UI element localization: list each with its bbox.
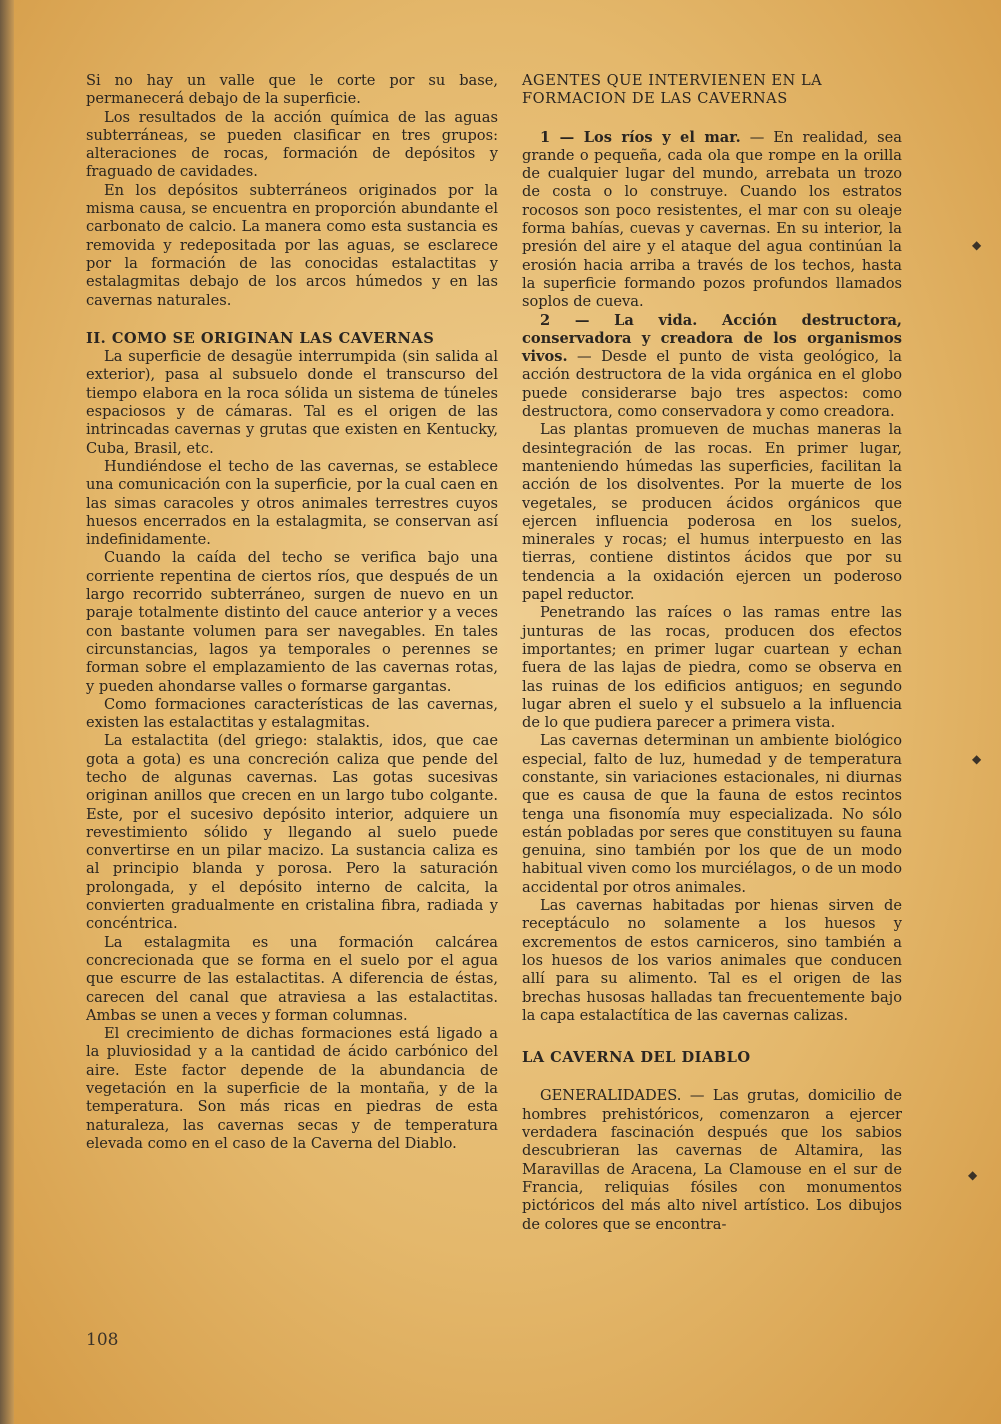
paragraph-text: — En realidad, sea grande o pequeña, cada ola que rompe en la orilla de cualquier lugar del mundo, arrebata un trozo de costa o lo construye. Cuando los estratos rocosos son poco resistentes, el mar con su oleaje forma bahías, cuevas y cavernas. En su interior, la presión del aire y el ataque del agua continúan la erosión hacia arriba a través de los techos, hasta la superficie formando pozos profundos llamados soplos de cueva.: [522, 128, 902, 311]
page-edge: [0, 0, 14, 1424]
paragraph: GENERALIDADES. — Las grutas, domicilio de hombres prehistóricos, comenzaron a ejercer verdadera fascinación después que los sabios descubrieran las cavernas de Altamira, las Maravillas de Aracena, La Clamouse en el sur de Francia, reliquias fósiles con monumentos pictóricos del más alto nivel artístico. Los dibujos de colores que se encontra-: [522, 1087, 902, 1233]
section-heading: LA CAVERNA DEL DIABLO: [522, 1049, 751, 1067]
paragraph: Como formaciones características de las cavernas, existen las estalactitas y estalagmitas.: [86, 695, 498, 732]
page-number: 108: [86, 1330, 119, 1350]
right-column: [522, 72, 902, 1234]
paragraph: Las cavernas habitadas por hienas sirven de receptáculo no solamente a los huesos y excrementos de estos carniceros, sino también a los huesos de los varios animales que conducen allí para su alimento. Tal es el origen de las brechas husosas halladas tan frecuentemente bajo la capa estalactítica de las cavernas calizas.: [522, 897, 902, 1024]
paragraph: Los resultados de la acción química de las aguas subterráneas, se pueden clasificar en tres grupos: alteraciones de rocas, formación de depósitos y fraguado de cavidades.: [86, 108, 498, 181]
paragraph-text: — Desde el punto de vista geológico, la acción destructora de la vida orgánica en el globo puede considerarse bajo tres aspectos: como destructora, como conservadora y como creadora.: [522, 348, 902, 421]
paragraph: Si no hay un valle que le corte por su base, permanecerá debajo de la superficie.: [86, 72, 498, 108]
paragraph-lead: 1 — Los ríos y el mar.: [540, 128, 741, 146]
paragraph: [522, 312, 902, 422]
paragraph: Las cavernas determinan un ambiente biológico especial, falto de luz, humedad y de temperatura constante, sin variaciones estacionales, ni diurnas que es causa de que la fauna de estos recintos tenga una fisonomía muy especializada. No sólo están pobladas por seres que constituyen su fauna genuina, sino también por los que de un modo habitual viven como los murciélagos, o de un modo accidental por otros animales.: [522, 732, 902, 896]
section-heading: II. COMO SE ORIGINAN LAS CAVERNAS: [86, 329, 435, 347]
paragraph: Penetrando las raíces o las ramas entre las junturas de las rocas, producen dos efectos importantes; en primer lugar cuartean y echan fuera de las lajas de piedra, como se observa en las ruinas de los edificios antiguos; en segundo lugar abren el suelo y el subsuelo a la influencia de lo que pudiera parecer a primera vista.: [522, 604, 902, 732]
binding-hole-mark: ◆: [968, 1168, 978, 1182]
left-column: [86, 72, 498, 1153]
section-heading: AGENTES QUE INTERVIENEN EN LA FORMACION DE LAS CAVERNAS: [522, 72, 823, 108]
paragraph: El crecimiento de dichas formaciones está ligado a la pluviosidad y a la cantidad de ácido carbónico del aire. Este factor depende de la abundancia de vegetación en la superficie de la montaña, y de la temperatura. Son más ricas en piedras de esta naturaleza, las cavernas secas y de temperatura elevada como en el caso de la Caverna del Diablo.: [86, 1025, 498, 1152]
binding-hole-mark: ◆: [972, 752, 982, 766]
paragraph: Hundiéndose el techo de las cavernas, se establece una comunicación con la superficie, por la cual caen en las simas caracoles y otros animales terrestres cuyos huesos encerrados en la estalagmita, se conservan así indefinidamente.: [86, 457, 498, 549]
binding-hole-mark: ◆: [972, 238, 982, 252]
paragraph: Las plantas promueven de muchas maneras la desintegración de las rocas. En primer lugar, manteniendo húmedas las superficies, facilitan la acción de los disolventes. Por la muerte de los vegetales, se producen ácidos orgánicos que ejercen influencia poderosa en los suelos, minerales y rocas; el humus interpuesto en las tierras, contiene distintos ácidos que por su tendencia a la oxidación ejercen un poderoso papel reductor.: [522, 421, 902, 604]
paragraph: La estalactita (del griego: stalaktis, idos, que cae gota a gota) es una concreción caliza que pende del techo de algunas cavernas. Las gotas sucesivas originan anillos que crecen en un largo tubo colgante. Este, por el sucesivo depósito interior, adquiere un revestimiento sólido y llegando al suelo puede convertirse en un pilar macizo. La sustancia caliza es al principio blanda y porosa. Pero la saturación prolongada, y el depósito interno de calcita, la convierten gradualmente en cristalina fibra, radiada y concéntrica.: [86, 732, 498, 933]
paragraph-lead: 2 — La vida. Acción destructora, conservadora y creadora de los organismos vivos.: [522, 311, 902, 366]
paragraph: En los depósitos subterráneos originados por la misma causa, se encuentra en proporción abundante el carbonato de calcio. La manera como esta sustancia es removida y redepositada por las aguas, se esclarece por la formación de las conocidas estalactitas y estalagmitas debajo de los arcos húmedos y en las cavernas naturales.: [86, 181, 498, 309]
paragraph: [522, 129, 902, 312]
paragraph: Cuando la caída del techo se verifica bajo una corriente repentina de ciertos ríos, que después de un largo recorrido subterráneo, surgen de nuevo en un paraje totalmente distinto del cauce anterior y a veces con bastante volumen para ser navegables. En tales circunstancias, lagos ya temporales o perennes se forman sobre el emplazamiento de las cavernas rotas, y pueden ahondarse valles o formarse gargantas.: [86, 549, 498, 695]
paragraph: La superficie de desagüe interrumpida (sin salida al exterior), pasa al subsuelo donde el transcurso del tiempo elabora en la roca sólida un sistema de túneles espaciosos y de cámaras. Tal es el origen de las intrincadas cavernas y grutas que existen en Kentucky, Cuba, Brasil, etc.: [86, 348, 498, 457]
paragraph: La estalagmita es una formación calcárea concrecionada que se forma en el suelo por el agua que escurre de las estalactitas. A diferencia de éstas, carecen del canal que atraviesa a las estalactitas. Ambas se unen a veces y forman columnas.: [86, 933, 498, 1024]
